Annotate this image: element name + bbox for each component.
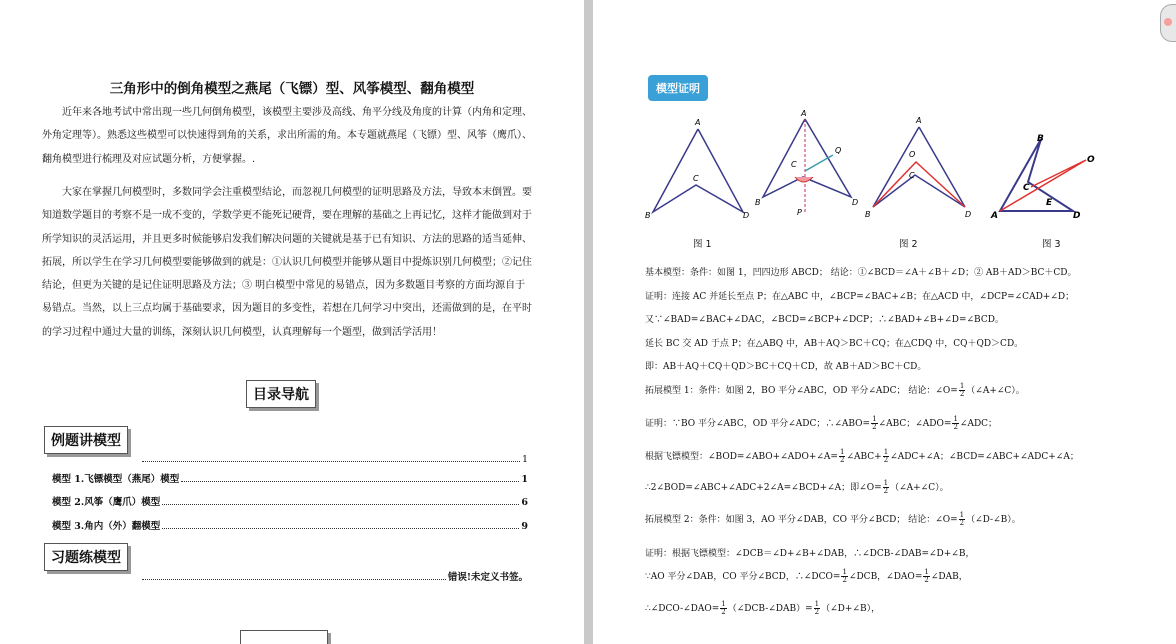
fig2-label-b: B	[755, 198, 761, 207]
figure-1-caption: 图 1	[693, 239, 712, 250]
toc-label: 模型 1.飞镖模型（燕尾）模型	[52, 474, 180, 485]
half-fraction: $\frac{1}{2}$	[959, 511, 965, 527]
section-examples: 例题讲模型	[44, 426, 128, 454]
right-page	[593, 0, 1176, 644]
fig3-label-d: D	[965, 210, 972, 219]
fig2-label-c: C	[791, 160, 797, 169]
proof-line: ∴∠DCO-∠DAO= $\frac{1}{2}$ （∠DCB-∠DAB）= $\frac{1}{2}$ （∠D+∠B），	[645, 600, 881, 616]
fig4-label-d: D	[1073, 211, 1081, 221]
proof-line: 证明：连接 AC 并延长至点 P；在△ABC 中，∠BCP=∠BAC+∠B；在△ACD 中，∠DCP=∠CAD+∠D；	[645, 292, 1075, 302]
proof-line: 根据飞镖模型：∠BOD=∠ABO+∠ADO+∠A= $\frac{1}{2}$ ∠ABC+ $\frac{1}{2}$ ∠ADC+∠A；∠BCD=∠ABC+∠ADC+∠A；	[645, 448, 1079, 464]
fig1-shape	[653, 129, 743, 212]
side-scroll-tab[interactable]	[1160, 4, 1176, 42]
half-fraction: $\frac{1}{2}$	[924, 568, 929, 584]
figure-3-caption: 图 3	[1042, 239, 1061, 250]
toc-entry[interactable]	[140, 454, 528, 465]
toc-label: 模型 2.风筝（鹰爪）模型	[52, 497, 161, 508]
fig1-label-c: C	[693, 174, 699, 183]
fig4-label-o: O	[1087, 155, 1095, 165]
next-box-title	[240, 630, 328, 644]
figure-1	[645, 118, 749, 220]
fig3-label-o: O	[909, 150, 916, 159]
toc-leader	[181, 481, 519, 482]
fig2-angle-mark	[795, 177, 813, 182]
toc-leader	[162, 504, 519, 505]
toc-leader	[142, 461, 520, 462]
extension-model-1	[645, 383, 1165, 398]
toc-error: 错误!未定义书签。	[447, 572, 528, 583]
proof-line: ∴2∠BOD=∠ABC+∠ADC+2∠A=∠BCD+∠A；即∠O= $\frac{1}{2}$ （∠A+∠C）。	[645, 479, 949, 495]
fig4-label-a: A	[991, 211, 998, 221]
toc-entry[interactable]	[140, 569, 528, 583]
half-fraction: $\frac{1}{2}$	[872, 415, 877, 431]
fig2-label-p: P	[797, 208, 802, 217]
toc-label: 模型 3.角内（外）翻模型	[52, 521, 161, 532]
toc-entry[interactable]	[52, 494, 528, 508]
basic-model: 基本模型：条件：如图 1，凹四边形 ABCD； 结论：①∠BCD＝∠A＋∠B＋∠D；② AB＋AD＞BC＋CD。	[645, 268, 1077, 278]
fig1-label-a: A	[695, 118, 701, 127]
toc-entry[interactable]	[52, 471, 528, 485]
proof-line: 即：AB＋AQ＋CQ＋QD＞BC＋CQ＋CD，故 AB＋AD＞BC＋CD。	[645, 362, 927, 372]
fig4-label-c: C	[1023, 183, 1030, 193]
ext1-text-end: （∠A+∠C）。	[966, 386, 1025, 396]
half-fraction: $\frac{1}{2}$	[842, 568, 847, 584]
fig2-label-a: A	[801, 109, 807, 118]
fig2-shape	[763, 119, 851, 197]
intro-paragraph: 近年来各地考试中常出现一些几何倒角模型，该模型主要涉及高线、角平分线及角度的计算（内角和定理、外角定理等）。熟悉这些模型可以快速得到角的关系，求出所需的角。本专题就燕尾（飞镖）型、风筝（鹰爪）、翻角模型进行梳理及对应试题分析，方便掌握。.	[42, 107, 532, 165]
figure-4	[990, 134, 1095, 221]
fig4-bisectors	[1000, 160, 1086, 211]
fig1-label-d: D	[743, 211, 750, 220]
fig2-cq	[805, 155, 833, 171]
page-title: 三角形中的倒角模型之燕尾（飞镖）型、风筝模型、翻角模型	[109, 81, 475, 97]
nav-title: 目录导航	[246, 380, 316, 408]
extension-model-2: 拓展模型 2：条件：如图 3，AO 平分∠DAB，CO 平分∠BCD； 结论：∠O= $\frac{1}{2}$ （∠D-∠B）。	[645, 511, 1021, 527]
toc-page: 1	[521, 454, 528, 465]
proof-line: 延长 BC 交 AD 于点 P；在△ABQ 中，AB＋AQ＞BC＋CQ；在△CDQ 中，CQ＋QD＞CD。	[645, 339, 1024, 349]
half-fraction: $\frac{1}{2}$	[839, 448, 845, 464]
left-page	[0, 0, 584, 644]
proof-line: 证明：根据飞镖模型：∠DCB＝∠D+∠B+∠DAB，∴∠DCB-∠DAB=∠D+∠B，	[645, 549, 975, 559]
fig2-label-q: Q	[835, 146, 842, 155]
section-exercises: 习题练模型	[44, 543, 128, 571]
fig3-label-b: B	[865, 210, 871, 219]
toc-entry[interactable]	[52, 518, 528, 532]
fig4-label-b: B	[1037, 134, 1044, 144]
half-fraction: $\frac{1}{2}$	[883, 479, 889, 495]
fig2-label-d: D	[852, 198, 859, 207]
figure-3	[865, 116, 971, 219]
half-fraction: $\frac{1}{2}$	[721, 600, 726, 616]
toc-page: 9	[521, 521, 528, 532]
toc-page: 6	[521, 497, 528, 508]
fig4-label-e: E	[1046, 198, 1053, 208]
fig1-label-b: B	[645, 211, 651, 220]
proof-line: ∵AO 平分∠DAB，CO 平分∠BCD，∴∠DCO= $\frac{1}{2}$ ∠DCB，∠DAO= $\frac{1}{2}$ ∠DAB，	[645, 568, 968, 584]
half-fraction: $\frac{1}{2}$	[814, 600, 820, 616]
fig3-label-c: C	[909, 171, 915, 180]
body-paragraph: 大家在掌握几何模型时，多数同学会注重模型结论，而忽视几何模型的证明思路及方法，导致本末倒置。要知道数学题目的考察不是一成不变的，学数学更不能死记硬背，要在理解的基础之上再记忆，这样才能做到对于所学知识的灵活运用，并且更多时候能够启发我们解决问题的关键就是基于已有知识、方法的思路的适当延伸、拓展，所以学生在学习几何模型要能够做到的就是：①认识几何模型并能够从题目中提炼识别几何模型；②记住结论，但更为关键的是记住证明思路及方法；③ 明白模型中常见的易错点，因为多数题目考察的方面均源自于易错点。当然，以上三点均属于基础要求，因为题目的多变性，若想在几何学习中突出，还需做到的是，在平时的学习过程中通过大量的训练，深刻认识几何模型，认真理解每一个题型，做到活学活用！	[42, 187, 532, 338]
proof-line: 又∵∠BAD=∠BAC+∠DAC，∠BCD=∠BCP+∠DCP；∴∠BAD+∠B+∠D=∠BCD。	[645, 315, 1004, 325]
toc-page: 1	[521, 474, 528, 485]
half-fraction: $\frac{1}{2}$	[883, 448, 889, 464]
figure-2-caption: 图 2	[899, 239, 918, 250]
half-fraction: $\frac{1}{2}$	[959, 382, 965, 398]
figures	[643, 105, 1133, 225]
fig3-label-a: A	[916, 116, 922, 125]
section-badge: 模型证明	[648, 75, 708, 101]
ext1-text: 拓展模型 1：条件：如图 2，BO 平分∠ABC，OD 平分∠ADC； 结论：∠O=	[645, 386, 958, 396]
proof-line: 证明：∵BO 平分∠ABC，OD 平分∠ADC；∴∠ABO= $\frac{1}{2}$ ∠ABC；∠ADO= $\frac{1}{2}$ ∠ADC；	[645, 415, 998, 431]
figure-2	[755, 109, 858, 217]
toc-leader	[142, 579, 446, 580]
toc-leader	[162, 528, 519, 529]
half-fraction: $\frac{1}{2}$	[953, 415, 958, 431]
